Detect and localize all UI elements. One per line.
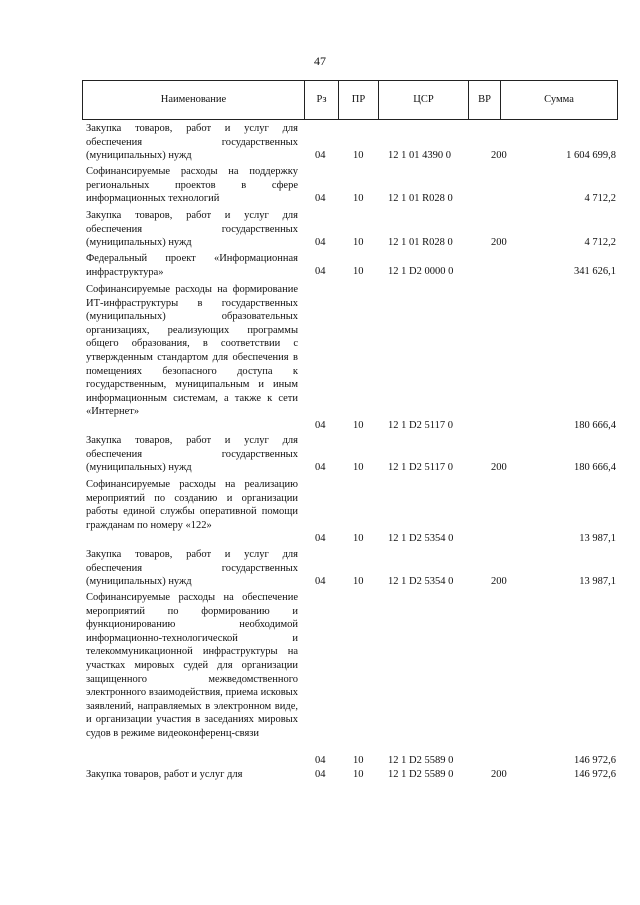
row-vr: 200 <box>491 237 507 248</box>
row-name: Федеральный проект «Информационная инфраструктура» <box>86 253 298 278</box>
row-sum: 180 666,4 <box>574 462 616 473</box>
row-csr: 12 1 01 R028 0 <box>388 193 453 204</box>
table-header <box>82 80 618 120</box>
row-csr: 12 1 D2 5589 0 <box>388 769 454 780</box>
table-row <box>86 252 616 280</box>
row-name: Закупка товаров, работ и услуг для обеспечения государственных (муниципальных) нужд <box>86 435 298 474</box>
row-sum: 13 987,1 <box>579 533 616 544</box>
row-vr: 200 <box>491 462 507 473</box>
row-rz: 04 <box>315 266 326 277</box>
row-rz: 04 <box>315 755 326 766</box>
header-sum: Сумма <box>544 94 574 105</box>
header-vr: ВР <box>469 81 501 119</box>
row-csr: 12 1 D2 5117 0 <box>388 420 453 431</box>
row-pr: 10 <box>353 237 364 248</box>
row-rz: 04 <box>315 420 326 431</box>
row-rz: 04 <box>315 150 326 161</box>
row-sum: 4 712,2 <box>584 193 616 204</box>
row-name: Софинансируемые расходы на формирование ИТ-инфраструктуры в государственных (муниципальных) образовательных организациях, реализующих программы общего образования, в соответствии с утвержденным стандартом для обеспечения в помещениях безопасного доступа к государственным, муниципальным и иным информационным системам, а также к сети «Интернет» <box>86 284 298 418</box>
row-vr: 200 <box>491 576 507 587</box>
row-rz: 04 <box>315 193 326 204</box>
row-sum: 146 972,6 <box>574 769 616 780</box>
table-row <box>86 548 616 590</box>
row-rz: 04 <box>315 237 326 248</box>
row-name: Софинансируемые расходы на реализацию мероприятий по созданию и организации работы единой службы оперативной помощи гражданам по номеру «122» <box>86 479 298 531</box>
row-rz: 04 <box>315 533 326 544</box>
row-name: Закупка товаров, работ и услуг для обеспечения государственных (муниципальных) нужд <box>86 123 298 162</box>
row-name: Закупка товаров, работ и услуг для обеспечения государственных (муниципальных) нужд <box>86 210 298 249</box>
header-pr: ПР <box>339 81 379 119</box>
table-row <box>86 122 616 164</box>
row-vr: 200 <box>491 769 507 780</box>
table-row <box>86 283 616 433</box>
row-csr: 12 1 01 R028 0 <box>388 237 453 248</box>
row-pr: 10 <box>353 150 364 161</box>
row-csr: 12 1 D2 5117 0 <box>388 462 453 473</box>
table-row <box>86 209 616 251</box>
row-name: Закупка товаров, работ и услуг для обеспечения государственных (муниципальных) нужд <box>86 549 298 588</box>
table-row <box>86 165 616 207</box>
row-sum: 146 972,6 <box>574 755 616 766</box>
row-pr: 10 <box>353 533 364 544</box>
header-csr: ЦСР <box>379 81 469 119</box>
row-pr: 10 <box>353 769 364 780</box>
header-name: Наименование <box>83 81 305 119</box>
row-rz: 04 <box>315 462 326 473</box>
row-pr: 10 <box>353 193 364 204</box>
table-row <box>86 478 616 546</box>
row-vr: 200 <box>491 150 507 161</box>
row-sum: 341 626,1 <box>574 266 616 277</box>
row-name: Софинансируемые расходы на поддержку региональных проектов в сфере информационных технологий <box>86 166 298 205</box>
row-pr: 10 <box>353 755 364 766</box>
row-sum: 13 987,1 <box>579 576 616 587</box>
row-pr: 10 <box>353 266 364 277</box>
table-row <box>86 434 616 476</box>
row-sum: 1 604 699,8 <box>566 150 616 161</box>
header-rz: Рз <box>305 81 339 119</box>
table-row <box>86 591 616 767</box>
row-csr: 12 1 D2 5354 0 <box>388 576 454 587</box>
row-rz: 04 <box>315 769 326 780</box>
row-rz: 04 <box>315 576 326 587</box>
row-csr: 12 1 D2 5589 0 <box>388 755 454 766</box>
row-csr: 12 1 01 4390 0 <box>388 150 451 161</box>
row-sum: 180 666,4 <box>574 420 616 431</box>
row-csr: 12 1 D2 5354 0 <box>388 533 454 544</box>
page-number: 47 <box>314 54 326 68</box>
table-row <box>86 768 616 784</box>
row-pr: 10 <box>353 420 364 431</box>
row-name: Софинансируемые расходы на обеспечение мероприятий по формированию и функционированию необходимой информационно-технологической и телекоммуникационной инфраструктуры на участках мировых судей для организации защищенного межведомственного электронного взаимодействия, приема исковых заявлений, направляемых в электронном виде, и организации участия в заседаниях мировых судов в режиме видеоконференц-связи <box>86 592 298 739</box>
row-pr: 10 <box>353 462 364 473</box>
row-pr: 10 <box>353 576 364 587</box>
row-name: Закупка товаров, работ и услуг для <box>86 769 243 780</box>
row-sum: 4 712,2 <box>584 237 616 248</box>
row-csr: 12 1 D2 0000 0 <box>388 266 454 277</box>
